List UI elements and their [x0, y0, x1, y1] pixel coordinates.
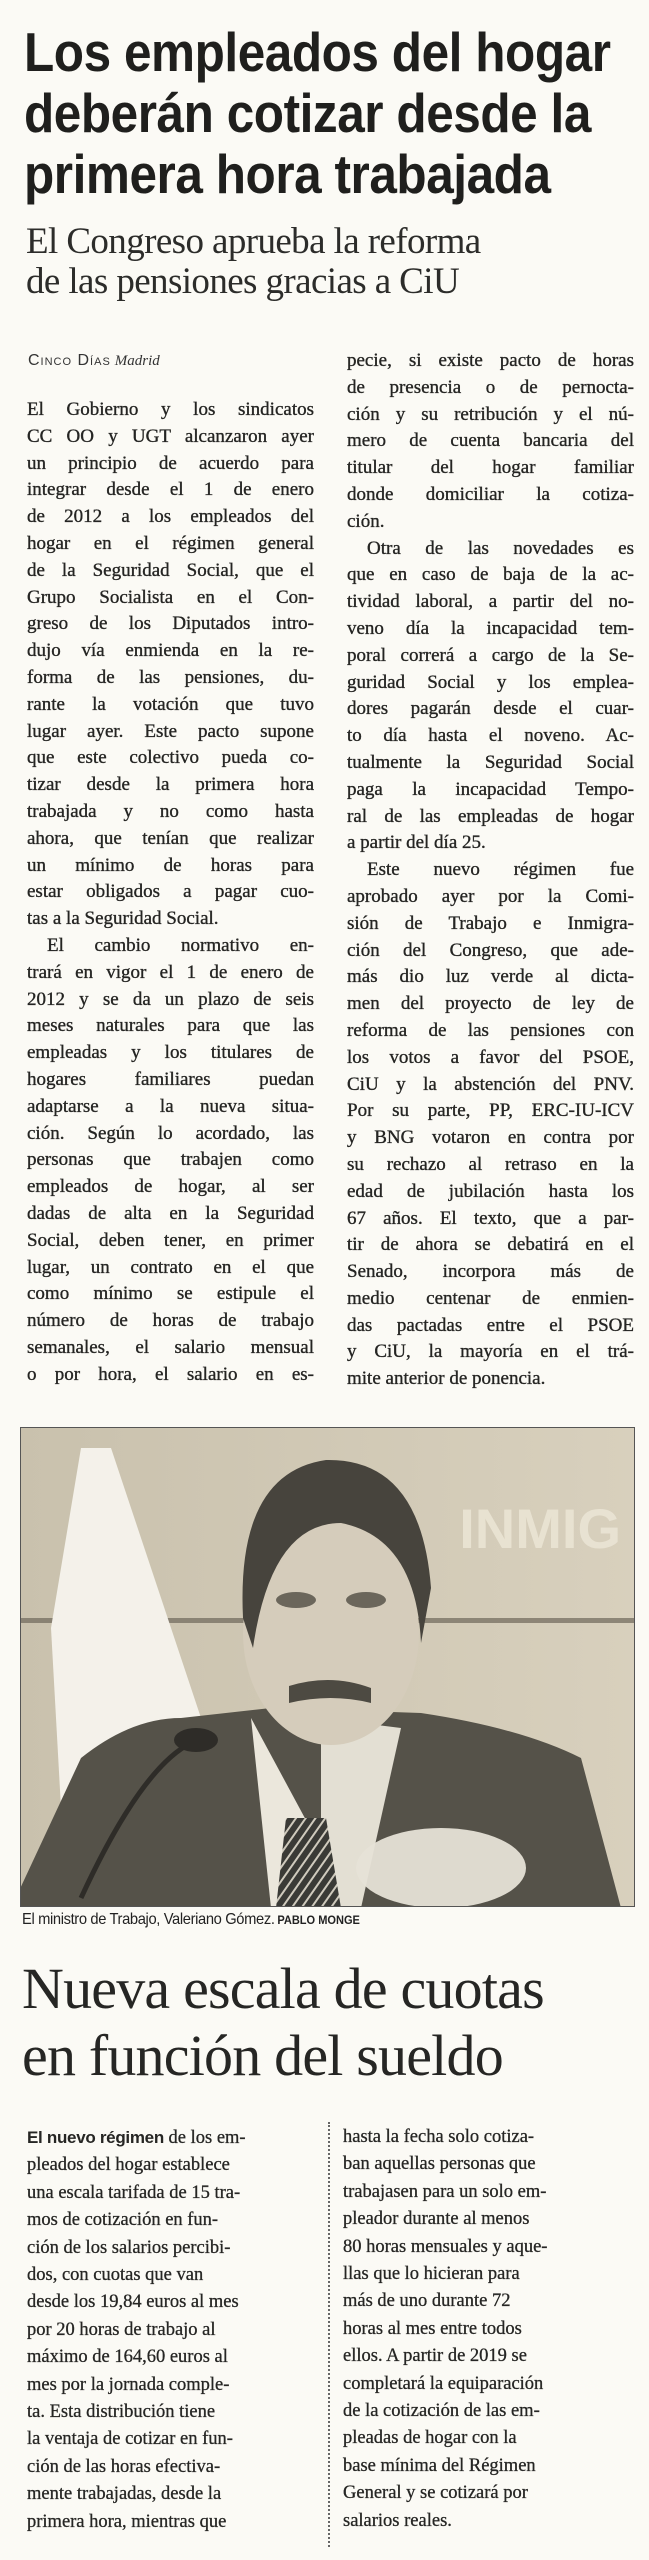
gesturing-hand [356, 1828, 526, 1907]
subheadline [26, 222, 481, 302]
text-line: rante la votación que tuvo [27, 693, 314, 715]
text-line: paga la incapacidad Tempo- [347, 778, 634, 800]
text-line: adaptarse a la nueva situa- [27, 1095, 314, 1117]
text-line: medio centenar de enmien- [347, 1287, 634, 1309]
text-line: como mínimo se estipule el [27, 1283, 314, 1305]
text-line: por 20 horas de trabajo al [27, 2319, 216, 2340]
text-line: ción de las horas efectiva- [27, 2456, 221, 2477]
minister-photo-image [21, 1428, 635, 1907]
text-line: das pactadas entre el PSOE [347, 1314, 634, 1336]
text-line: los votos a favor del PSOE, [347, 1046, 634, 1068]
text-line: ta. Esta distribución tiene [27, 2402, 216, 2423]
text-line: donde domiciliar la cotiza- [347, 483, 634, 505]
text-line: trará en vigor el 1 de enero de [27, 961, 314, 983]
text-line: aprobado ayer por la Comi- [347, 885, 634, 907]
photo-credit: PABLO MONGE [277, 1913, 360, 1927]
text-line: número de horas de trabajo [27, 1310, 314, 1332]
text-line: lugar ayer. Este pacto supone [27, 720, 314, 742]
text-line: que este colectivo pueda co- [27, 747, 314, 769]
byline [28, 352, 160, 370]
caption-text: El ministro de Trabajo, Valeriano Gómez. [22, 1911, 275, 1928]
text-line: desde los 19,84 euros al mes [27, 2292, 239, 2313]
text-line: ahora, que tenían que realizar [27, 827, 314, 849]
text-line: poral correrá a cargo de la Se- [347, 644, 634, 666]
text-line: de la cotización de las em- [343, 2401, 540, 2422]
text-line: más dio luz verde al dicta- [347, 966, 634, 988]
text-line: llas que lo hicieran para [343, 2264, 520, 2285]
text-line: ban aquellas personas que [343, 2154, 536, 2175]
text-line: titular del hogar familiar [347, 457, 634, 479]
text-line: meses naturales para que las [27, 1015, 314, 1037]
text-line: hogar en el régimen general [27, 532, 314, 554]
sidebar-headline-line: Nueva escala de cuotas [22, 1956, 544, 2021]
background-sign-text: INMIG [459, 1497, 621, 1560]
text-line: que en caso de baja de la ac- [347, 564, 634, 586]
headline-line: deberán cotizar desde la [24, 82, 591, 144]
text-line: veno día la incapacidad tem- [347, 617, 634, 639]
text-line: edad de jubilación hasta los [347, 1180, 634, 1202]
minister-photo [20, 1427, 635, 1907]
text-line: pecie, si existe pacto de horas [347, 350, 634, 371]
text-line: hasta la fecha solo cotiza- [343, 2127, 535, 2147]
text-line: ción de los salarios percibi- [27, 2237, 231, 2258]
text-line: ción del Congreso, que ade- [347, 939, 634, 961]
text-line: tas a la Seguridad Social. [27, 908, 219, 930]
text-line: dores pagarán desde el cuar- [347, 698, 634, 720]
text-line [27, 2124, 312, 2152]
text-line: General y se cotizará por [343, 2483, 528, 2504]
text-line: dos, con cuotas que van [27, 2265, 204, 2286]
text-line: de presencia o de pernocta- [347, 376, 634, 398]
text-line: 80 horas mensuales y aque- [343, 2236, 548, 2257]
text-line: su rechazo al retraso en la [347, 1153, 634, 1175]
text-line: primera hora, mientras que [27, 2511, 227, 2532]
text-line: máximo de 164,60 euros al [27, 2347, 228, 2368]
text-line: 2012 y se da un plazo de seis [27, 988, 314, 1010]
text-line: ral de las empleadas de hogar [347, 805, 634, 827]
text-line: un principio de acuerdo para [27, 452, 314, 474]
text-line: guridad Social y los emplea- [347, 671, 634, 693]
text-line-rest: de los em- [163, 2128, 246, 2148]
text-line: horas al mes entre todos [343, 2318, 522, 2339]
text-line: ellos. A partir de 2019 se [343, 2346, 527, 2367]
text-line: Grupo Socialista en el Con- [27, 586, 314, 608]
text-line: salarios reales. [343, 2510, 452, 2531]
subheadline-line: de las pensiones gracias a CiU [26, 261, 460, 302]
text-line: forma de las pensiones, du- [27, 666, 314, 688]
text-line: tualmente la Seguridad Social [347, 751, 634, 773]
text-line: la ventaja de cotizar en fun- [27, 2429, 233, 2450]
text-line: mos de cotización en fun- [27, 2210, 219, 2231]
column-divider [328, 2122, 330, 2547]
text-line: personas que trabajen como [27, 1149, 314, 1171]
text-line: de 2012 a los empleados del [27, 506, 314, 528]
text-line: empleados de hogar, al ser [27, 1176, 314, 1198]
text-line: El Gobierno y los sindicatos [27, 399, 314, 420]
text-line: 67 años. El texto, que a par- [347, 1207, 634, 1229]
text-line: trabajasen para un solo em- [343, 2181, 547, 2202]
text-line: mente trabajadas, desde la [27, 2484, 222, 2505]
byline-source: Cinco Días [28, 352, 111, 369]
text-line: completará la equiparación [343, 2373, 544, 2394]
text-line: pleadas de hogar con la [343, 2428, 517, 2449]
text-line: tir de ahora se debatirá en el [347, 1234, 634, 1256]
text-line: Por su parte, PP, ERC-IU-ICV [347, 1100, 634, 1122]
text-line: tividad laboral, a partir del no- [347, 591, 634, 613]
text-line: pleados del hogar establece [27, 2155, 230, 2176]
text-line: Este nuevo régimen fue [367, 859, 634, 881]
sidebar-headline [22, 1955, 544, 2089]
text-line: sión de Trabajo e Inmigra- [347, 912, 634, 934]
text-line: mite anterior de ponencia. [347, 1368, 546, 1390]
text-line: dadas de alta en la Seguridad [27, 1202, 314, 1224]
article-column-2 [347, 348, 634, 1393]
text-line: o por hora, el salario en es- [27, 1363, 314, 1385]
text-line: y CiU, la mayoría en el trá- [347, 1341, 634, 1363]
text-line: de la Seguridad Social, que el [27, 559, 314, 581]
lead-in: El nuevo régimen [27, 2128, 164, 2147]
headline-line: primera hora trabajada [24, 143, 551, 205]
text-line: mero de cuenta bancaria del [347, 430, 634, 452]
text-line: ción. Según lo acordado, las [27, 1122, 314, 1144]
text-line: greso de los Diputados intro- [27, 613, 314, 635]
text-line: semanales, el salario mensual [27, 1336, 314, 1358]
text-line: empleadas y los titulares de [27, 1042, 314, 1064]
text-line: a partir del día 25. [347, 832, 486, 854]
subheadline-line: El Congreso aprueba la reforma [26, 221, 481, 262]
text-line: integrar desde el 1 de enero [27, 479, 314, 501]
text-line: ción y su retribución y el nú- [347, 403, 634, 425]
text-line: estar obligados a pagar cuo- [27, 881, 314, 903]
text-line: Social, deben tener, en primer [27, 1229, 314, 1251]
text-line: El cambio normativo en- [47, 934, 314, 956]
text-line: CC OO y UGT alcanzaron ayer [27, 425, 314, 447]
text-line: reforma de las pensiones con [347, 1019, 634, 1041]
text-line: pleador durante al menos [343, 2209, 530, 2230]
text-line: base mínima del Régimen [343, 2455, 536, 2476]
text-line: Senado, incorpora más de [347, 1261, 634, 1283]
text-line: tizar desde la primera hora [27, 774, 314, 796]
text-line: lugar, un contrato en el que [27, 1256, 314, 1278]
text-line: to día hasta el noveno. Ac- [347, 725, 634, 747]
headline-line: Los empleados del hogar [24, 21, 611, 83]
text-line: un mínimo de horas para [27, 854, 314, 876]
text-line: hogares familiares puedan [27, 1068, 314, 1090]
text-line: y BNG votaron en contra por [347, 1127, 634, 1149]
text-line: una escala tarifada de 15 tra- [27, 2182, 241, 2203]
text-line: dujo vía enmienda en la re- [27, 640, 314, 662]
text-line: más de uno durante 72 [343, 2291, 511, 2312]
sidebar-headline-line: en función del sueldo [22, 2023, 503, 2088]
article-column-1 [27, 397, 314, 1388]
text-line: trabajada y no como hasta [27, 800, 314, 822]
text-line: ción. [347, 510, 385, 532]
sidebar-column-2 [343, 2124, 628, 2535]
text-line: Otra de las novedades es [367, 537, 634, 559]
photo-caption [22, 1911, 360, 1929]
text-line: mes por la jornada comple- [27, 2374, 230, 2395]
byline-place: Madrid [114, 353, 160, 369]
main-headline [24, 22, 649, 205]
text-line: CiU y la abstención del PNV. [347, 1073, 634, 1095]
sidebar-column-1 [27, 2124, 312, 2536]
text-line: men del proyecto de ley de [347, 993, 634, 1015]
